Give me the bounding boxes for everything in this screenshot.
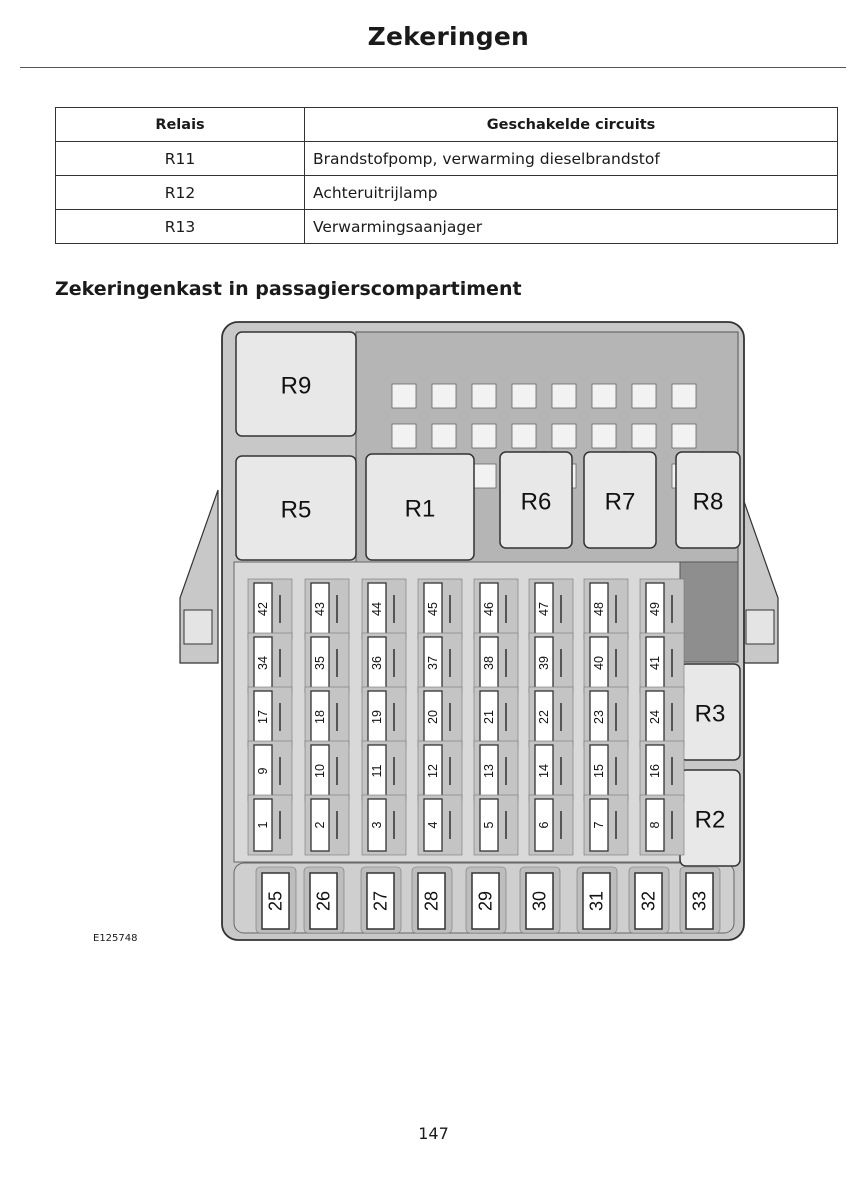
fuse-label: 43: [313, 602, 327, 616]
fuse-label: 21: [482, 710, 496, 724]
fuse-label: 37: [426, 656, 440, 670]
fuse-label: 38: [482, 656, 496, 670]
fuse-label: 19: [370, 710, 384, 724]
fuse-label: 41: [648, 656, 662, 670]
large-fuse-label: 25: [265, 890, 286, 912]
relay-table: [55, 107, 838, 244]
empty-socket: [432, 384, 456, 408]
fuse-label: 49: [648, 602, 662, 616]
figure-code: E125748: [93, 933, 138, 944]
fuse-label: 46: [482, 602, 496, 616]
fuse-label: 36: [370, 656, 384, 670]
fuse-label: 3: [370, 821, 384, 829]
header-divider: [20, 67, 846, 68]
empty-socket: [392, 384, 416, 408]
table-cell-circuit: Brandstofpomp, verwarming dieselbrandstof: [305, 142, 838, 176]
large-fuse-label: 31: [586, 890, 607, 912]
empty-socket: [552, 424, 576, 448]
fuse-label: 8: [648, 821, 662, 829]
fuse-label: 9: [256, 767, 270, 775]
fuse-label: 15: [592, 764, 606, 778]
fuse-label: 2: [313, 821, 327, 829]
empty-socket: [632, 384, 656, 408]
fuse-label: 20: [426, 710, 440, 724]
empty-socket: [392, 424, 416, 448]
fuse-label: 17: [256, 710, 270, 724]
table-cell-circuit: Achteruitrijlamp: [305, 176, 838, 210]
relay-label: R3: [694, 700, 726, 728]
empty-socket: [512, 384, 536, 408]
relay-label: R9: [280, 372, 312, 400]
page-number: 147: [418, 1124, 449, 1143]
large-fuse-label: 29: [475, 890, 496, 912]
fuse-label: 6: [537, 821, 551, 829]
table-row: [56, 142, 838, 176]
empty-socket: [592, 424, 616, 448]
fuse-label: 39: [537, 656, 551, 670]
large-fuse-label: 30: [529, 890, 550, 912]
empty-socket: [472, 384, 496, 408]
empty-socket: [552, 384, 576, 408]
fuse-label: 45: [426, 602, 440, 616]
table-cell-relay: R12: [56, 176, 305, 210]
fuse-label: 13: [482, 764, 496, 778]
fuse-label: 42: [256, 602, 270, 616]
empty-socket: [592, 384, 616, 408]
empty-socket: [632, 424, 656, 448]
side-clip-window: [746, 610, 774, 644]
section-heading: Zekeringenkast in passagierscompartiment: [55, 278, 522, 300]
fuse-label: 24: [648, 710, 662, 724]
fuse-label: 44: [370, 602, 384, 616]
empty-socket: [512, 424, 536, 448]
empty-socket: [672, 424, 696, 448]
fuse-label: 34: [256, 656, 270, 670]
fuse-label: 4: [426, 821, 440, 829]
relay-label: R8: [692, 488, 724, 516]
fuse-label: 10: [313, 764, 327, 778]
large-fuse-label: 28: [421, 890, 442, 912]
column-header-circuits: Geschakelde circuits: [305, 108, 838, 142]
fuse-label: 35: [313, 656, 327, 670]
fuse-label: 12: [426, 764, 440, 778]
relay-label: R1: [404, 495, 436, 523]
table-row: [56, 210, 838, 244]
relay-label: R5: [280, 496, 312, 524]
fuse-label: 7: [592, 821, 606, 829]
empty-socket: [472, 424, 496, 448]
side-clip-window: [184, 610, 212, 644]
relay-label: R7: [604, 488, 636, 516]
fuse-label: 1: [256, 821, 270, 829]
table-cell-relay: R11: [56, 142, 305, 176]
empty-socket: [472, 464, 496, 488]
fuse-label: 11: [370, 764, 384, 778]
column-header-relais: Relais: [56, 108, 305, 142]
large-fuse-label: 33: [689, 890, 710, 912]
large-fuse-label: 32: [638, 890, 659, 912]
fuse-label: 48: [592, 602, 606, 616]
fuse-label: 23: [592, 710, 606, 724]
table-cell-circuit: Verwarmingsaanjager: [305, 210, 838, 244]
relay-label: R2: [694, 806, 726, 834]
page-header-title: Zekeringen: [367, 22, 529, 51]
large-fuse-label: 26: [313, 890, 334, 912]
fuse-label: 5: [482, 821, 496, 829]
fuse-label: 22: [537, 710, 551, 724]
large-fuse-label: 27: [370, 890, 391, 912]
table-cell-relay: R13: [56, 210, 305, 244]
fuse-label: 16: [648, 764, 662, 778]
fuse-label: 47: [537, 602, 551, 616]
fuse-box-diagram: [170, 318, 780, 943]
relay-label: R6: [520, 488, 552, 516]
connector-slot: [680, 562, 738, 662]
fuse-label: 40: [592, 656, 606, 670]
table-header-row: [56, 108, 838, 142]
fuse-label: 14: [537, 764, 551, 778]
empty-socket: [432, 424, 456, 448]
fuse-label: 18: [313, 710, 327, 724]
table-row: [56, 176, 838, 210]
empty-socket: [672, 384, 696, 408]
